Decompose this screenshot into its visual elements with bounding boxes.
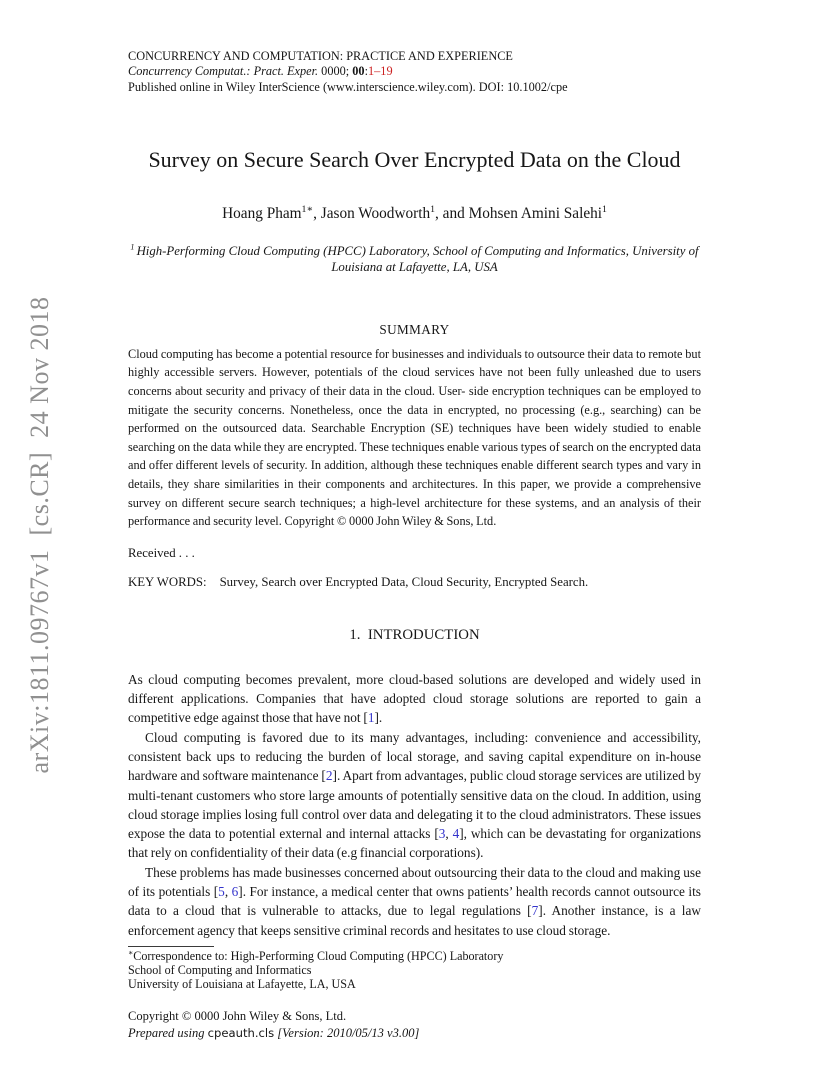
author-separator: , and: [435, 205, 469, 223]
paragraph-text: ]. Apart from advantages, public cloud storage services are utilized by multi-tenant customers who store large amounts of potentially sensitive data on the cloud. In addition, using cloud storage implies losing full control over data and delegating it to the cloud administrators. These issues expose the data to potential external and internal attacks [: [128, 768, 701, 842]
copyright-line: Copyright © 0000 John Wiley & Sons, Ltd.: [128, 1009, 347, 1024]
intro-paragraph-1: [128, 670, 701, 728]
footnote-line-2: School of Computing and Informatics: [128, 962, 312, 977]
citation-link-5[interactable]: 5: [218, 884, 225, 900]
footnote-rule: [128, 946, 214, 947]
version-text: [Version: 2010/05/13 v3.00]: [274, 1026, 420, 1041]
citation-link-1[interactable]: 1: [367, 710, 375, 726]
journal-abbrev: Concurrency Computat.: Pract. Exper.: [128, 64, 319, 79]
keywords-text: Survey, Search over Encrypted Data, Cloud Security, Encrypted Search.: [219, 574, 589, 589]
paragraph-text: ], which can be devastating for organizations that rely on confidentiality of their data (e.g financial corporations).: [128, 826, 701, 861]
published-online-line: Published online in Wiley InterScience (www.interscience.wiley.com). DOI: 10.1002/cpe: [128, 79, 568, 94]
received-line: Received . . .: [128, 545, 195, 560]
journal-name: CONCURRENCY AND COMPUTATION: PRACTICE AND EXPERIENCE: [128, 49, 513, 63]
intro-paragraph-3: [128, 863, 701, 940]
keywords-label: KEY WORDS:: [128, 574, 207, 589]
arxiv-watermark: arXiv:1811.09767v1 [cs.CR] 24 Nov 2018: [25, 296, 54, 774]
affiliation-text: High-Performing Cloud Computing (HPCC) Laboratory, School of Computing and Informatics, University of Louisiana at Lafayette, LA, USA: [136, 244, 699, 275]
affiliation-superscript: 1: [130, 242, 137, 252]
citation-link-6[interactable]: 6: [231, 884, 239, 900]
issue-info: 0000;: [318, 64, 353, 79]
paragraph-text: ].: [374, 710, 383, 726]
prepared-using-line: [128, 1026, 701, 1041]
author-2-superscript: 1: [430, 204, 436, 216]
section-heading-introduction: 1. INTRODUCTION: [349, 626, 480, 643]
citation-link-7[interactable]: 7: [531, 903, 539, 919]
authors-line: [128, 204, 701, 223]
paragraph-text: ,: [224, 884, 232, 900]
summary-heading: SUMMARY: [379, 321, 450, 337]
intro-paragraph-2: [128, 728, 701, 863]
affiliation: [128, 244, 701, 276]
citation-link-3[interactable]: 3: [438, 826, 446, 842]
author-1-superscript: 1∗: [301, 204, 314, 216]
author-3-superscript: 1: [602, 204, 607, 216]
summary-text: Cloud computing has become a potential resource for businesses and individuals to outsource their data to remote but highly accessible servers. However, potentials of the cloud services have not been fully unleashed due to users concerns about security and privacy of their data in the cloud. User- side encryption techniques can be employed to mitigate the security concerns. Nonetheless, once the data in encrypted, no processing (e.g., searching) can be performed on the outsourced data. Searchable Encryption (SE) techniques have been widely studied to enable searching on the data while they are encrypted. These techniques enable various types of search on the encrypted data and offer different levels of security. In addition, although these techniques enable different search types and vary in details, they share similarities in their components and architectures. In this paper, we provide a comprehensive survey on different secure search techniques; a high-level architecture for these systems, and an analysis of their performance and security level. Copyright © 0000 John Wiley & Sons, Ltd.: [128, 346, 701, 529]
paragraph-text: ,: [445, 826, 453, 842]
colon: :: [364, 64, 368, 79]
journal-citation-line: [128, 64, 701, 79]
prepared-text: Prepared using: [128, 1026, 208, 1041]
paragraph-text: As cloud computing becomes prevalent, more cloud-based solutions are developed and widely used in different applications. Companies that have adopted cloud storage solutions are reported to gain a competitive edge against those that have not [: [128, 671, 701, 726]
page-footer-area: [128, 941, 701, 1086]
author-separator: ,: [313, 205, 321, 223]
footnote-line-1: [128, 947, 701, 964]
citation-link-4[interactable]: 4: [452, 826, 460, 842]
page-content: [128, 0, 701, 940]
paragraph-text: ]. Another instance, is a law enforcement agency that keeps sensitive criminal records and hesitates to use cloud storage.: [128, 903, 701, 938]
keywords-line: [128, 574, 701, 590]
journal-header: [128, 49, 701, 95]
page-range-link[interactable]: 1–19: [368, 64, 393, 79]
citation-link-2[interactable]: 2: [325, 768, 333, 784]
paper-title: Survey on Secure Search Over Encrypted Data on the Cloud: [148, 147, 681, 173]
footnote-text: Correspondence to: High-Performing Cloud Computing (HPCC) Laboratory: [133, 949, 504, 963]
footnote-line-3: University of Louisiana at Lafayette, LA, USA: [128, 976, 356, 991]
volume-number: 00: [352, 64, 365, 79]
author-2: Jason Woodworth: [320, 205, 431, 223]
class-file-name: cpeauth.cls: [207, 1026, 275, 1041]
author-1: Hoang Pham: [222, 205, 302, 223]
paragraph-text: ]. For instance, a medical center that owns patients’ health records cannot outsource its data to a cloud that is vulnerable to attacks, due to legal regulations [: [128, 884, 701, 919]
author-3: Mohsen Amini Salehi: [468, 205, 603, 223]
correspondence-footnote: [128, 947, 701, 991]
paragraph-text: Cloud computing is favored due to its many advantages, including: convenience and accessibility, consistent back ups to reducing the burden of local storage, and saving capital expenditure on in-house hardware and software maintenance [: [128, 729, 701, 784]
footnote-marker: ∗: [128, 947, 134, 957]
paragraph-text: These problems has made businesses concerned about outsourcing their data to the cloud and making use of its potentials [: [128, 864, 701, 900]
